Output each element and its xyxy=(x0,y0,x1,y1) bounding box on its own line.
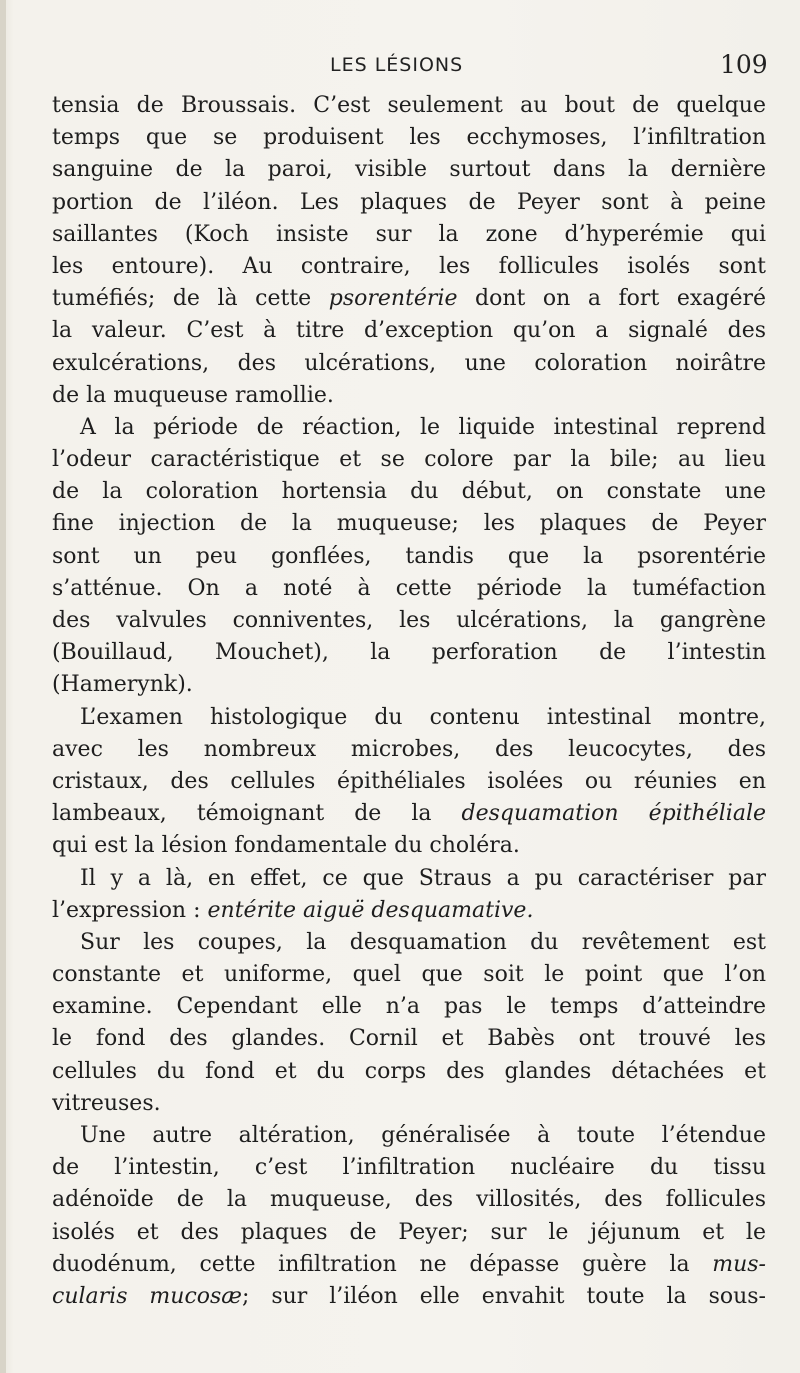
line-text: qui est la lésion fondamentale du choléra. xyxy=(52,833,520,859)
text-line xyxy=(52,1120,766,1152)
text-line xyxy=(52,734,766,766)
text-line xyxy=(52,1184,766,1216)
text-line xyxy=(52,412,766,444)
line-text: de l’intestin, c’est l’infiltration nucléaire du tissu xyxy=(52,1155,766,1181)
text-line xyxy=(52,863,766,895)
italic-text: mus- xyxy=(712,1251,766,1277)
text-line xyxy=(52,798,766,830)
text-line xyxy=(52,1088,766,1120)
text-line xyxy=(52,1056,766,1088)
line-text: dont on a fort exagéré xyxy=(457,286,766,312)
text-line xyxy=(52,154,766,186)
text-line xyxy=(52,669,766,701)
line-text: duodénum, cette infiltration ne dépasse guère la xyxy=(52,1251,713,1277)
text-line xyxy=(52,605,766,637)
text-line xyxy=(52,702,766,734)
text-line xyxy=(52,991,766,1023)
line-text: Sur les coupes, la desquamation du revêtement est xyxy=(80,929,766,955)
line-text: tuméfiés; de là cette xyxy=(52,286,329,312)
italic-text: entérite aiguë desquamative. xyxy=(207,897,534,923)
line-text: A la période de réaction, le liquide intestinal reprend xyxy=(80,414,766,440)
line-text: Il y a là, en effet, ce que Straus a pu caractériser par xyxy=(80,865,766,891)
text-line xyxy=(52,122,766,154)
line-text: saillantes (Koch insiste sur la zone d’hyperémie qui xyxy=(52,221,766,247)
text-line xyxy=(52,283,766,315)
line-text: cellules du fond et du corps des glandes détachées et xyxy=(52,1058,766,1084)
line-text: s’atténue. On a noté à cette période la tuméfaction xyxy=(52,575,766,601)
text-line xyxy=(52,476,766,508)
line-text: tensia de Broussais. C’est seulement au bout de quelque xyxy=(52,93,766,118)
text-line xyxy=(52,508,766,540)
text-line xyxy=(52,348,766,380)
page-binding-edge xyxy=(0,0,6,1373)
line-text: sont un peu gonflées, tandis que la psorentérie xyxy=(52,543,766,569)
running-head xyxy=(0,50,800,84)
line-text: fine injection de la muqueuse; les plaques de Peyer xyxy=(52,511,766,537)
page-number: 109 xyxy=(720,50,768,79)
italic-text: desquamation épithéliale xyxy=(461,801,766,827)
text-line xyxy=(52,1249,766,1281)
line-text: de la muqueuse ramollie. xyxy=(52,382,334,408)
text-line xyxy=(52,959,766,991)
line-text: sanguine de la paroi, visible surtout dans la dernière xyxy=(52,157,766,183)
line-text: les entoure). Au contraire, les follicules isolés sont xyxy=(52,253,766,279)
line-text: (Bouillaud, Mouchet), la perforation de l’intestin xyxy=(52,640,766,666)
italic-text: cularis mucosæ xyxy=(52,1283,242,1309)
line-text: vitreuses. xyxy=(52,1090,161,1116)
line-text: l’odeur caractéristique et se colore par la bile; au lieu xyxy=(52,447,766,473)
line-text: ; sur l’iléon elle envahit toute la sous- xyxy=(241,1283,766,1309)
text-line xyxy=(52,573,766,605)
line-text: cristaux, des cellules épithéliales isolées ou réunies en xyxy=(52,768,766,794)
text-line xyxy=(52,1152,766,1184)
text-line xyxy=(52,187,766,219)
line-text: de la coloration hortensia du début, on constate une xyxy=(52,479,766,505)
line-text: (Hamerynk). xyxy=(52,672,193,698)
text-line xyxy=(52,315,766,347)
text-line xyxy=(52,1281,766,1313)
line-text: Une autre altération, généralisée à toute l’étendue xyxy=(80,1123,766,1148)
text-line xyxy=(52,380,766,412)
text-line xyxy=(52,1023,766,1055)
text-line xyxy=(52,541,766,573)
line-text: temps que se produisent les ecchymoses, l’infiltration xyxy=(52,125,766,151)
text-line xyxy=(52,766,766,798)
line-text: examine. Cependant elle n’a pas le temps d’atteindre xyxy=(52,994,766,1020)
text-line xyxy=(52,219,766,251)
line-text: la valeur. C’est à titre d’exception qu’on a signalé des xyxy=(52,318,766,344)
text-line xyxy=(52,637,766,669)
text-line xyxy=(52,90,766,122)
text-line xyxy=(52,895,766,927)
line-text: l’expression : xyxy=(52,897,208,923)
body-text xyxy=(52,90,766,1313)
line-text: L’examen histologique du contenu intestinal montre, xyxy=(80,704,766,730)
line-text: isolés et des plaques de Peyer; sur le jéjunum et le xyxy=(52,1219,766,1245)
line-text: adénoïde de la muqueuse, des villosités, des follicules xyxy=(52,1187,766,1213)
text-line xyxy=(52,251,766,283)
line-text: le fond des glandes. Cornil et Babès ont trouvé les xyxy=(52,1026,766,1052)
italic-text: psorentérie xyxy=(328,286,458,312)
running-title: LES LÉSIONS xyxy=(330,54,464,76)
line-text: constante et uniforme, quel que soit le point que l’on xyxy=(52,962,766,988)
line-text: lambeaux, témoignant de la xyxy=(52,801,462,827)
line-text: portion de l’iléon. Les plaques de Peyer sont à peine xyxy=(52,189,766,215)
line-text: avec les nombreux microbes, des leucocytes, des xyxy=(52,736,766,762)
text-line xyxy=(52,444,766,476)
line-text: des valvules conniventes, les ulcérations, la gangrène xyxy=(52,608,766,633)
text-line xyxy=(52,830,766,862)
text-line xyxy=(52,927,766,959)
text-line xyxy=(52,1217,766,1249)
line-text: exulcérations, des ulcérations, une coloration noirâtre xyxy=(52,350,766,376)
